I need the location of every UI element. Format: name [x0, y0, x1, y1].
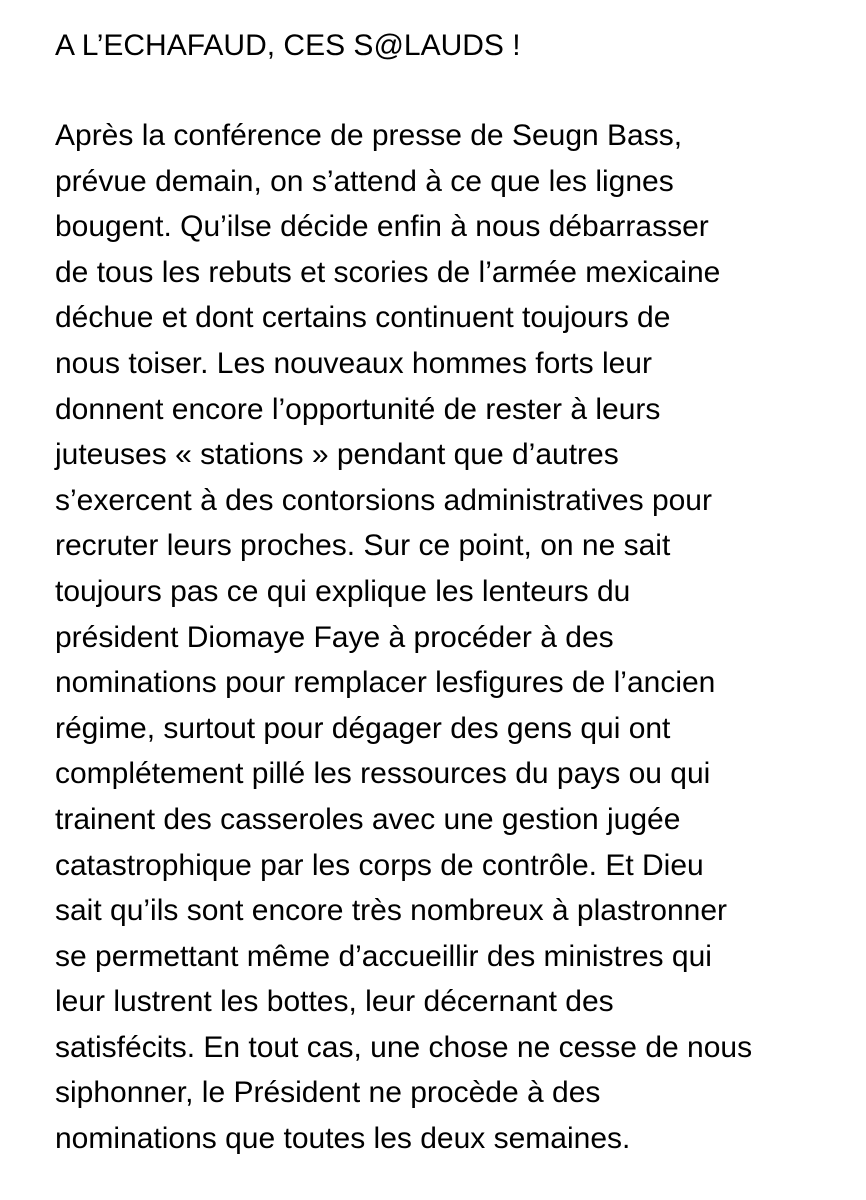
body-line: nous toiser. Les nouveaux hommes forts leur — [55, 346, 652, 380]
body-line: déchue et dont certains continuent toujours de — [55, 301, 671, 335]
body-line: leur lustrent les bottes, leur décernant des — [55, 985, 614, 1019]
body-line: sait qu’ils sont encore très nombreux à plastronner — [55, 894, 728, 928]
body-line: trainent des casseroles avec une gestion jugée — [55, 802, 681, 836]
body-line: prévue demain, on s’attend à ce que les lignes — [55, 164, 674, 198]
body-line: nominations pour remplacer lesfigures de l’ancien — [55, 666, 716, 700]
body-line: s’exercent à des contorsions administratives pour — [55, 483, 712, 517]
body-line: siphonner, le Président ne procède à des — [55, 1076, 601, 1110]
body-line: satisfécits. En tout cas, une chose ne cesse de nous — [55, 1030, 753, 1064]
body-line: Après la conférence de presse de Seugn Bass, — [55, 119, 683, 152]
body-line: juteuses « stations » pendant que d’autres — [55, 438, 619, 472]
body-line: se permettant même d’accueillir des ministres qui — [55, 939, 712, 973]
body-line: complétement pillé les ressources du pays ou qui — [55, 757, 711, 791]
body-line: de tous les rebuts et scories de l’armée mexicaine — [55, 255, 721, 289]
body-line: catastrophique par les corps de contrôle. Et Dieu — [55, 848, 704, 882]
body-line: nominations que toutes les deux semaines. — [55, 1122, 631, 1156]
body-line: recruter leurs proches. Sur ce point, on ne sait — [55, 529, 671, 563]
body-line: bougent. Qu’ilse décide enfin à nous débarrasser — [55, 210, 709, 244]
document-title: A L’ECHAFAUD, CES S@LAUDS ! — [55, 29, 521, 62]
body-line: toujours pas ce qui explique les lenteurs du — [55, 574, 631, 608]
body-line: président Diomaye Faye à procéder à des — [55, 620, 614, 654]
body-line: régime, surtout pour dégager des gens qui ont — [55, 711, 671, 745]
body-line: donnent encore l’opportunité de rester à leurs — [55, 392, 661, 426]
article-body — [55, 113, 752, 1162]
